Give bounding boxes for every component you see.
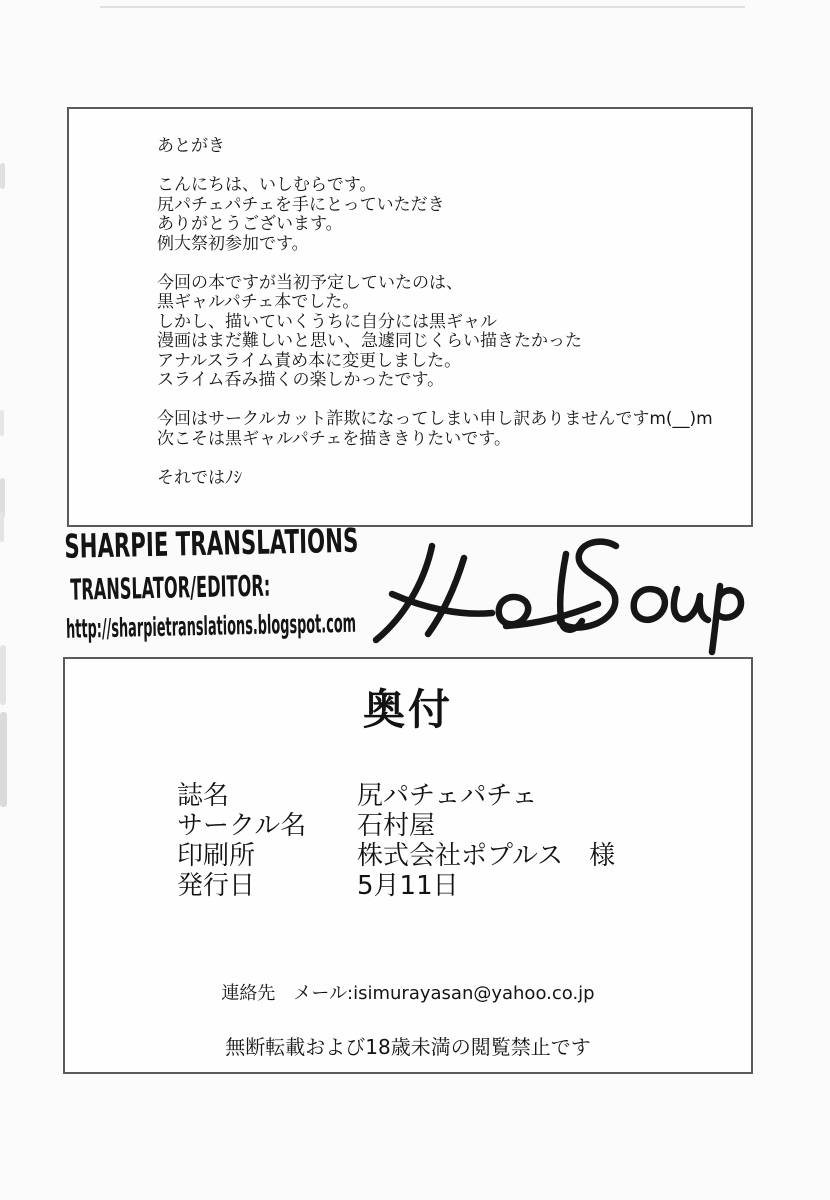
translator-credits	[58, 517, 653, 652]
afterword-line: ありがとうございます。	[157, 214, 343, 234]
afterword-line: アナルスライム責め本に変更しました。	[157, 350, 462, 371]
afterword-line: しかし、描いていくうちに自分には黒ギャル	[157, 311, 497, 332]
signature-stroke	[634, 589, 665, 620]
afterword-line: 今回はサークルカット詐欺になってしまい申し訳ありませんですm(__)m	[157, 409, 713, 429]
translator-role: TRANSLATOR/EDITOR:	[69, 565, 430, 607]
scan-artifact-smudge	[0, 512, 4, 542]
scan-artifact-smudge	[0, 712, 7, 807]
table-row	[177, 781, 615, 811]
table-row	[177, 811, 615, 841]
afterword-box	[67, 107, 753, 527]
colophon-value-printer: 株式会社ポプルス 様	[357, 841, 616, 871]
afterword-line: 尻パチェパチェを手にとっていただき	[157, 194, 445, 215]
translation-group-name: SHARPIE TRANSLATIONS	[63, 517, 521, 566]
scan-artifact-line	[100, 6, 745, 8]
afterword-text	[157, 137, 713, 488]
colophon-label-title: 誌名	[177, 781, 230, 811]
scan-artifact-smudge	[0, 645, 6, 705]
table-row	[177, 841, 615, 871]
signature-stroke	[700, 596, 708, 620]
afterword-heading: あとがき	[157, 136, 225, 156]
afterword-blank-line	[157, 391, 713, 411]
reprint-notice: 無断転載および18歳未満の閲覧禁止です	[225, 1035, 591, 1059]
contact-line: 連絡先 メール:isimurayasan@yahoo.co.jp	[221, 983, 595, 1004]
scan-artifact-smudge	[0, 163, 5, 189]
afterword-line: 今回の本ですが当初予定していたのは、	[157, 272, 463, 293]
colophon-value-circle: 石村屋	[357, 811, 436, 841]
signature-stroke	[674, 589, 700, 619]
colophon-value-title: 尻パチェパチェ	[357, 781, 538, 811]
colophon-box	[63, 657, 753, 1074]
signature-stroke	[376, 546, 432, 640]
signature-stroke	[428, 558, 464, 634]
colophon-value-date: 5月11日	[357, 871, 459, 901]
afterword-blank-line	[157, 254, 713, 274]
translator-url: http://sharpietranslations.blogspot.com	[65, 602, 653, 645]
hot-soup-signature	[368, 536, 748, 662]
afterword-blank-line	[157, 449, 713, 469]
colophon-label-date: 発行日	[177, 871, 256, 901]
signature-stroke	[499, 597, 528, 624]
scan-artifact-smudge	[0, 410, 4, 436]
afterword-line: 次こそは黒ギャルパチェを描ききりたいです。	[157, 428, 511, 449]
afterword-line: 漫画はまだ難しいと思い、急遽同じくらい描きたかった	[157, 331, 582, 351]
colophon-label-printer: 印刷所	[177, 841, 256, 871]
afterword-signoff: それではﾉｼ	[157, 467, 242, 488]
afterword-line: 黒ギャルパチェ本でした。	[157, 292, 360, 312]
colophon-label-circle: サークル名	[177, 811, 307, 841]
afterword-line: こんにちは、いしむらです。	[157, 175, 377, 195]
afterword-line: スライム呑み描くの楽しかったです。	[157, 370, 445, 390]
colophon-table	[177, 781, 615, 901]
colophon-title: 奥付	[362, 685, 453, 734]
table-row	[177, 871, 615, 901]
afterword-line: 例大祭初参加です。	[157, 233, 309, 254]
afterword-blank-line	[157, 157, 713, 177]
